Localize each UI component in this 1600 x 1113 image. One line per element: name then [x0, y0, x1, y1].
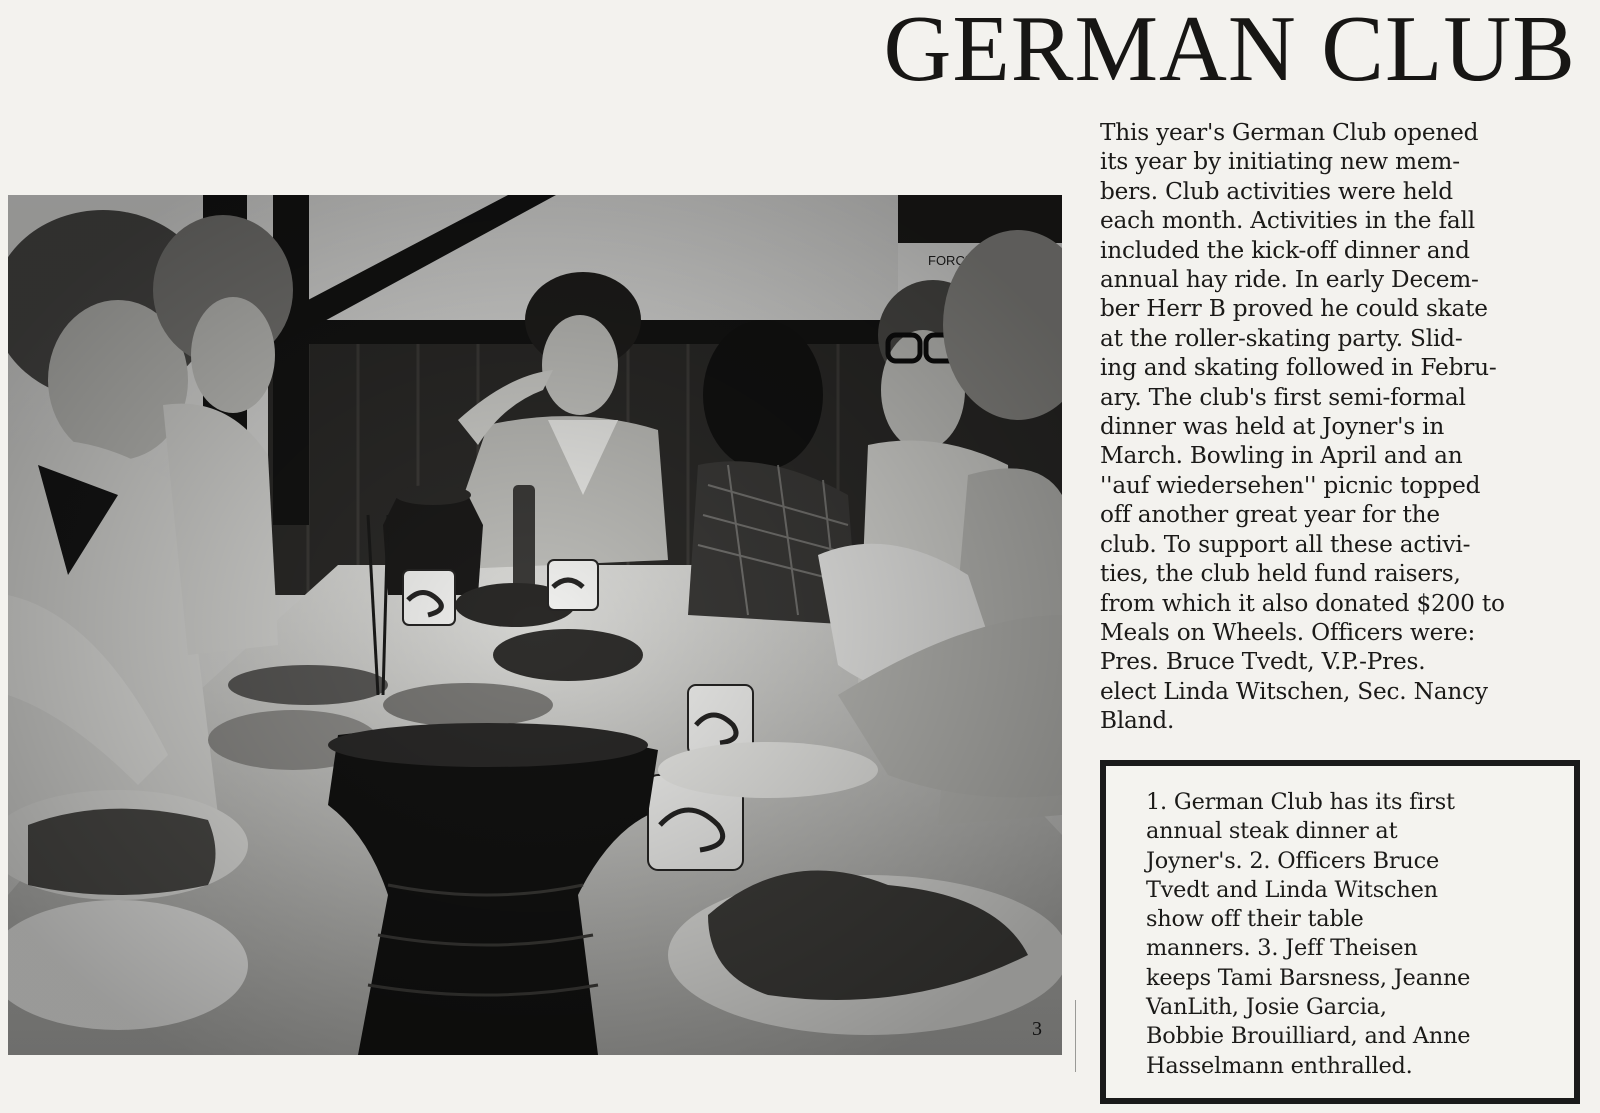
article-body: This year's German Club opened its year by initiating new mem- bers. Club activities were held each month. Activities in the fall included the kick-off dinner and annual hay ride. In early Decem- ber Herr B proved he could skate at the roller-skating party. Slid- ing and skating followed in Febru- ary. The club's first semi-formal dinner was held at Joyner's in March. Bowling in April and an ''auf wiedersehen'' picnic topped off another great year for the club. To support all these activi- ties, the club held fund raisers, from which it also donated $200 to Meals on Wheels. Officers were: Pres. Bruce Tvedt, V.P.-Pres. elect Linda Witschen, Sec. Nancy Bland.: [1100, 119, 1505, 735]
group-dinner-photo: [8, 195, 1062, 1055]
caption-box: [1100, 760, 1580, 1104]
photo-illustration: [8, 195, 1062, 1055]
photo-number: 3: [1032, 1018, 1042, 1040]
caption-text: 1. German Club has its first annual steak dinner at Joyner's. 2. Officers Bruce Tvedt and Linda Witschen show off their table manners. 3. Jeff Theisen keeps Tami Barsness, Jeanne VanLith, Josie Garcia, Bobbie Brouilliard, and Anne Hasselmann enthralled.: [1146, 789, 1471, 1079]
page-divider: [1075, 1000, 1076, 1072]
page-title: GERMAN CLUB: [883, 0, 1576, 101]
